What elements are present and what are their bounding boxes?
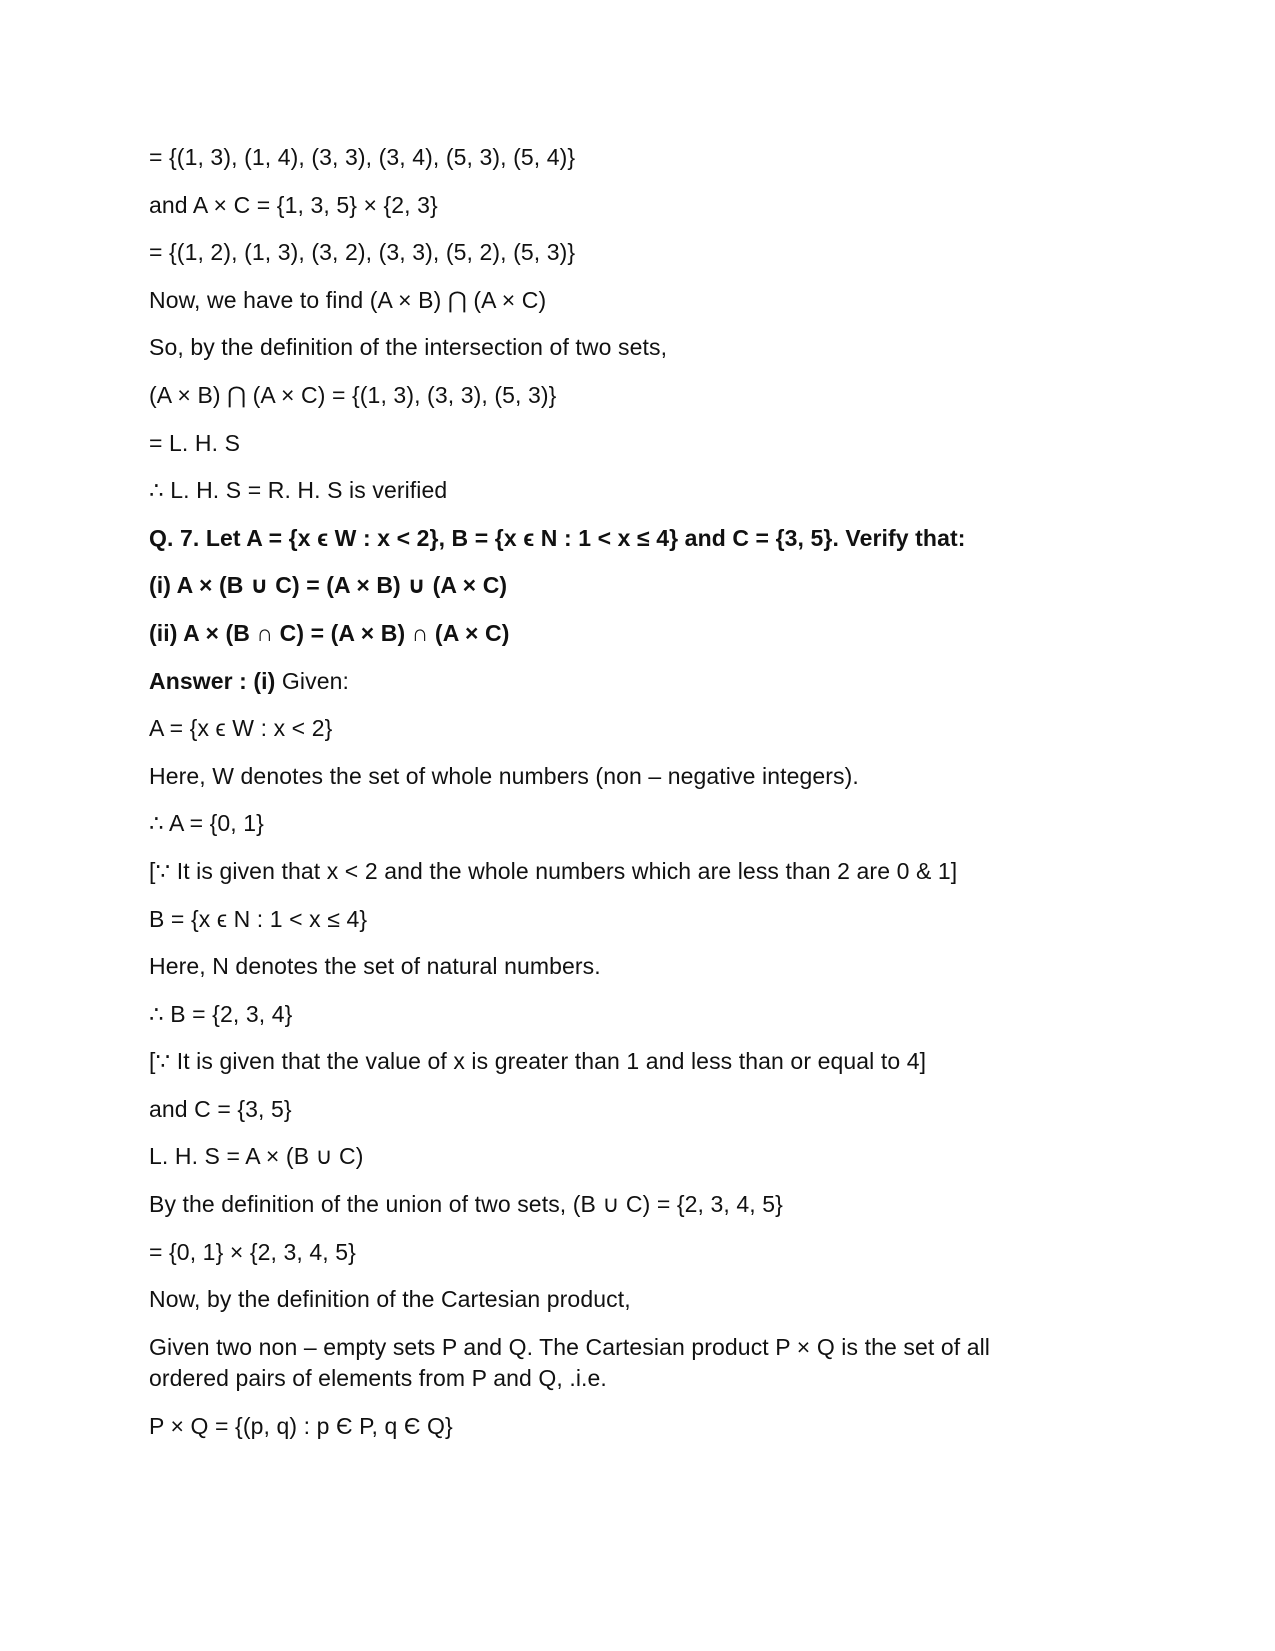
text-line: = L. H. S xyxy=(149,429,241,456)
text-line: = {(1, 3), (1, 4), (3, 3), (3, 4), (5, 3), (5, 4)} xyxy=(149,144,576,170)
question-part-i: (i) A × (B ∪ C) = (A × B) ∪ (A × C) xyxy=(149,572,508,599)
text-line: [∵ It is given that the value of x is greater than 1 and less than or equal to 4] xyxy=(149,1048,927,1075)
paragraph-line: ordered pairs of elements from P and Q, .i.e. xyxy=(149,1364,607,1391)
answer-line xyxy=(149,666,1149,696)
text-line: ∴ B = {2, 3, 4} xyxy=(149,1000,293,1027)
question-part-ii: (ii) A × (B ∩ C) = (A × B) ∩ (A × C) xyxy=(149,619,510,646)
text-line: = {(1, 2), (1, 3), (3, 2), (3, 3), (5, 2), (5, 3)} xyxy=(149,239,576,266)
answer-given: Given: xyxy=(275,667,350,694)
text-line: = {0, 1} × {2, 3, 4, 5} xyxy=(149,1238,356,1265)
paragraph-line: Given two non – empty sets P and Q. The Cartesian product P × Q is the set of all xyxy=(149,1333,991,1360)
text-line: and A × C = {1, 3, 5} × {2, 3} xyxy=(149,191,438,218)
text-line: Now, we have to find (A × B) ⋂ (A × C) xyxy=(149,286,547,313)
answer-label: Answer : (i) xyxy=(149,667,276,694)
text-line: (A × B) ⋂ (A × C) = {(1, 3), (3, 3), (5, 3)} xyxy=(149,381,557,408)
text-line: P × Q = {(p, q) : p Є P, q Є Q} xyxy=(149,1413,453,1440)
text-line: ∴ A = {0, 1} xyxy=(149,810,264,837)
question-heading: Q. 7. Let A = {x ϵ W : x < 2}, B = {x ϵ N : 1 < x ≤ 4} and C = {3, 5}. Verify that: xyxy=(149,524,966,551)
document-page xyxy=(149,142,1149,1459)
text-line: So, by the definition of the intersection of two sets, xyxy=(149,334,668,361)
text-line: Now, by the definition of the Cartesian product, xyxy=(149,1286,631,1313)
text-line: Here, W denotes the set of whole numbers (non – negative integers). xyxy=(149,762,859,789)
text-line: Here, N denotes the set of natural numbers. xyxy=(149,953,601,980)
text-line: ∴ L. H. S = R. H. S is verified xyxy=(149,477,448,504)
paragraph xyxy=(149,1332,1149,1394)
text-line: By the definition of the union of two sets, (B ∪ C) = {2, 3, 4, 5} xyxy=(149,1191,783,1218)
text-line: and C = {3, 5} xyxy=(149,1095,292,1122)
text-line: B = {x ϵ N : 1 < x ≤ 4} xyxy=(149,905,368,932)
text-line: [∵ It is given that x < 2 and the whole numbers which are less than 2 are 0 & 1] xyxy=(149,857,958,884)
text-line: A = {x ϵ W : x < 2} xyxy=(149,715,333,742)
text-line: L. H. S = A × (B ∪ C) xyxy=(149,1143,364,1170)
